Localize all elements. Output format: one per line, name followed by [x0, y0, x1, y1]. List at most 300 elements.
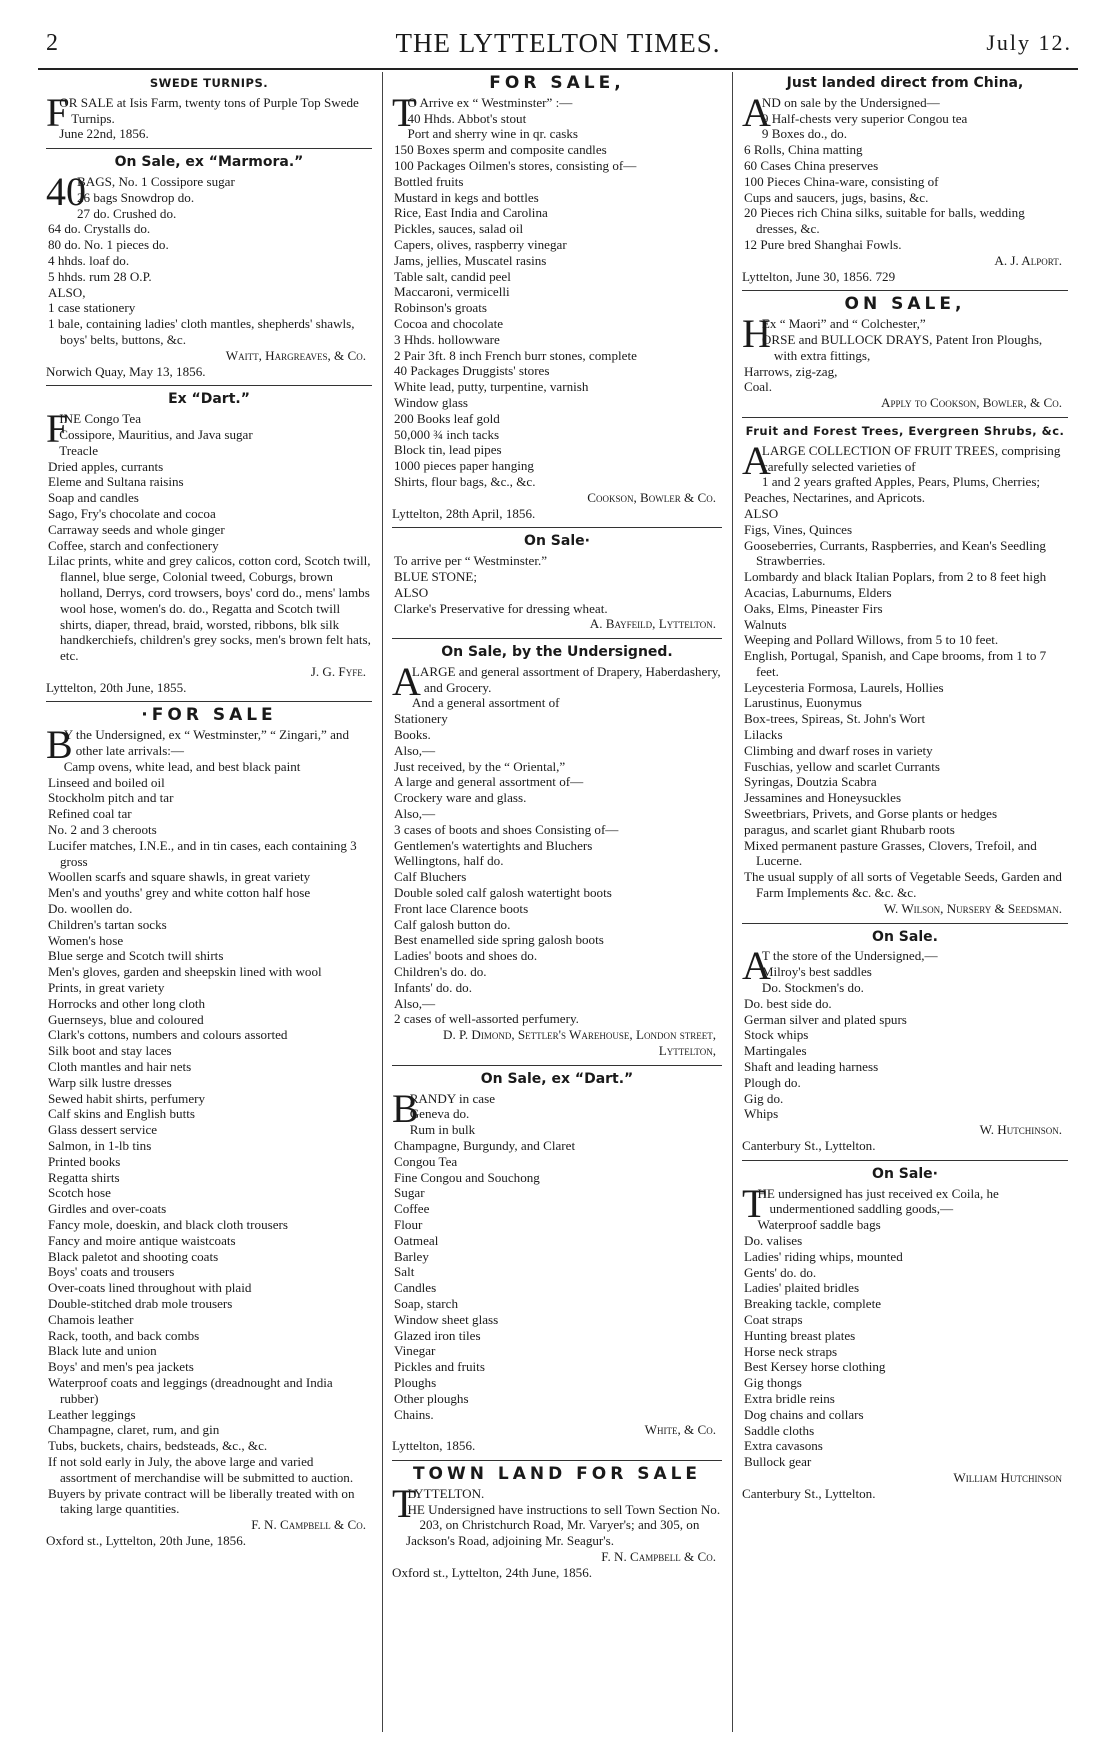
ad-title: On Sale, ex “Dart.” [480, 1070, 634, 1087]
ad-line: Coffee [394, 1201, 430, 1217]
ad-line: 12 Pure bred Shanghai Fowls. [744, 236, 902, 252]
ad-line: Vinegar [394, 1343, 436, 1359]
ad-line: 3 Hhds. hollowware [394, 331, 500, 347]
advertisement [392, 645, 722, 1059]
ad-line: Extra bridle reins [744, 1390, 835, 1406]
column-1 [46, 72, 372, 1732]
drop-cap: B [46, 722, 73, 768]
column-3 [742, 72, 1068, 1732]
ad-line: Waterproof coats and leggings (dreadnought and India rubber) [48, 1374, 333, 1406]
ad-line: ORSE and BULLOCK DRAYS, Patent Iron Ploughs, with extra fittings, [761, 331, 1043, 363]
ad-body [392, 553, 722, 616]
ad-footer: Lyttelton, June 30, 1856. 729 [742, 268, 896, 284]
advertisement [742, 294, 1068, 411]
ad-line: Lucifer matches, I.N.E., and in tin cases, each containing 3 gross [48, 837, 357, 869]
ad-line: Ex “ Maori” and “ Colchester,” [761, 316, 926, 332]
ad-line: 64 do. Crystalls do. [48, 221, 151, 237]
ad-line: Gents' do. do. [744, 1264, 817, 1280]
ad-body [742, 1180, 1068, 1470]
ad-line: 40 Packages Druggists' stores [394, 363, 550, 379]
ad-separator [392, 527, 722, 528]
ad-line: Treacle [59, 442, 99, 458]
ad-line: Horse neck straps [744, 1343, 838, 1359]
ad-footer: Oxford st., Lyttelton, 24th June, 1856. [392, 1564, 593, 1580]
issue-date: July 12. [986, 30, 1072, 55]
ad-body [742, 943, 1068, 1122]
ad-signature: White, & Co. [644, 1422, 716, 1438]
ad-line: 1 bale, containing ladies' cloth mantles, shepherds' shawls, boys' belts, buttons, &c. [48, 316, 355, 347]
ad-line: 9 Half-chests very superior Congou tea [761, 110, 968, 126]
ad-line: Fancy and moire antique waistcoats [48, 1232, 236, 1248]
ad-title: On Sale, ex “Marmora.” [114, 154, 304, 171]
advertisement [46, 155, 372, 379]
ad-separator [46, 701, 372, 702]
ad-line: 60 Cases China preserves [744, 157, 879, 173]
ad-line: Coat straps [744, 1311, 803, 1327]
ad-line: Men's gloves, garden and sheepskin lined with wool [48, 964, 322, 980]
ad-footer: Lyttelton, 20th June, 1855. [46, 679, 187, 695]
ad-line: Refined coal tar [48, 806, 132, 822]
ad-line: Women's hose [48, 932, 124, 948]
ad-line: Oatmeal [394, 1232, 439, 1248]
ad-line: Fancy mole, doeskin, and black cloth trousers [48, 1216, 288, 1232]
ad-line: Men's and youths' grey and white cotton half hose [48, 885, 311, 901]
ad-line: Larustinus, Euonymus [744, 695, 862, 711]
ad-title: On Sale· [524, 533, 590, 550]
ad-line: Window glass [394, 394, 469, 410]
ad-line: 1 case stationery [48, 300, 136, 316]
ad-line: Soap, starch [394, 1295, 458, 1311]
ad-line: Over-coats lined throughout with plaid [48, 1280, 252, 1296]
ad-line: Milroy's best saddles [761, 964, 872, 980]
ad-line: Other ploughs [394, 1390, 469, 1406]
ad-line: Weeping and Pollard Willows, from 5 to 10 feet. [744, 632, 999, 648]
ad-line: Port and sherry wine in qr. casks [407, 126, 578, 142]
column-2 [392, 72, 722, 1732]
ad-line: Coffee, starch and confectionery [48, 537, 219, 553]
ad-line: If not sold early in July, the above large and varied assortment of merchandise will be submitted to auction. [48, 1453, 354, 1485]
ad-line: paragus, and scarlet giant Rhubarb roots [744, 821, 955, 837]
ad-line: Leycesteria Formosa, Laurels, Hollies [744, 679, 944, 695]
ad-line: Glazed iron tiles [394, 1327, 481, 1343]
ad-line: Printed books [48, 1153, 121, 1169]
ad-signature: J. G. Fyfe. [310, 663, 366, 679]
ad-line: Chamois leather [48, 1311, 134, 1327]
ad-line: Best enamelled side spring galosh boots [394, 932, 604, 948]
ad-line: Buyers by private contract will be liberally treated with on taking large quantities. [48, 1485, 355, 1517]
ad-title: On Sale, by the Undersigned. [441, 644, 673, 661]
ad-line: Y the Undersigned, ex “ Westminster,” “ Zingari,” and other late arrivals:— [63, 727, 349, 759]
ad-separator [392, 1460, 722, 1461]
ad-line: Jams, jellies, Muscatel rasins [394, 252, 547, 268]
ad-line: Prints, in great variety [48, 980, 165, 996]
ad-line: Also,— [394, 742, 436, 758]
ad-separator [46, 148, 372, 149]
ad-line: Infants' do. do. [394, 979, 472, 995]
ad-line: 50,000 ¾ inch tacks [394, 426, 500, 442]
advertisement [46, 705, 372, 1548]
ad-line: Soap and candles [48, 490, 139, 506]
ad-line: INE Congo Tea [59, 411, 142, 427]
ad-line: Girdles and over-coats [48, 1201, 167, 1217]
ad-line: Barley [394, 1248, 429, 1264]
ad-line: Shaft and leading harness [744, 1059, 879, 1075]
ad-signature: W. Wilson, Nursery & Seedsman. [883, 900, 1062, 916]
advertisement [392, 1463, 722, 1581]
ad-line: Black lute and union [48, 1343, 157, 1359]
header-rule [38, 68, 1078, 70]
ad-title: Fruit and Forest Trees, Evergreen Shrubs, &c. [745, 423, 1065, 438]
ad-line: Fine Congou and Souchong [394, 1169, 540, 1185]
ad-line: Plough do. [744, 1074, 801, 1090]
ad-line: 100 Pieces China-ware, consisting of [744, 173, 939, 189]
ad-line: To arrive per “ Westminster.” [394, 553, 548, 569]
ad-signature: D. P. Dimond, Settler's Warehouse, London street, Lyttelton, [442, 1027, 716, 1059]
ad-line: Horrocks and other long cloth [48, 995, 206, 1011]
drop-cap: F [46, 406, 69, 452]
ad-line: Stock whips [744, 1027, 809, 1043]
ad-line: Clark's cottons, numbers and colours assorted [48, 1027, 288, 1043]
ad-line: Peaches, Nectarines, and Apricots. [744, 490, 926, 506]
ad-body [742, 89, 1068, 253]
ad-title: Ex “Dart.” [168, 391, 250, 408]
advertisement [742, 1167, 1068, 1502]
ad-line: Dried apples, currants [48, 458, 164, 474]
ad-title: Just landed direct from China, [786, 75, 1024, 91]
ad-separator [742, 290, 1068, 291]
ad-line: ALSO, [48, 284, 86, 300]
ad-body [742, 437, 1068, 901]
ad-line: 3 cases of boots and shoes Consisting of— [394, 821, 619, 837]
ad-signature: Apply to Cookson, Bowler, & Co. [881, 395, 1062, 411]
ad-line: Gentlemen's watertights and Bluchers [394, 837, 593, 853]
ad-line: LARGE COLLECTION OF FRUIT TREES, comprising [761, 442, 1061, 458]
ad-line: ALSO [394, 584, 429, 600]
ad-line: Box-trees, Spireas, St. John's Wort [744, 711, 926, 727]
ad-line: White lead, putty, turpentine, varnish [394, 379, 589, 395]
ad-line: Clarke's Preservative for dressing wheat. [394, 600, 608, 616]
advertisement [742, 930, 1068, 1154]
ad-line: Lilacks [744, 727, 783, 743]
ad-separator [742, 1160, 1068, 1161]
ad-line: Boys' and men's pea jackets [48, 1359, 194, 1375]
ad-signature: A. J. Alport. [994, 252, 1062, 268]
ad-line: Waterproof saddle bags [757, 1217, 881, 1233]
drop-cap: A [392, 658, 421, 704]
ad-signature: A. Bayfeild, Lyttelton. [589, 616, 716, 632]
ad-body [392, 1480, 722, 1549]
ad-line: carefully selected varieties of [761, 458, 916, 474]
ad-line: Ploughs [394, 1374, 437, 1390]
ad-line: Scotch hose [48, 1185, 111, 1201]
drop-cap: T [392, 89, 417, 135]
ad-line: Silk boot and stay laces [48, 1043, 172, 1059]
ad-body [392, 658, 722, 1027]
ad-line: Books. [394, 727, 431, 743]
ad-line: Do. Stockmen's do. [761, 980, 864, 996]
ad-line: Cossipore, Mauritius, and Java sugar [59, 426, 253, 442]
ad-line: Double soled calf galosh watertight boots [394, 885, 612, 901]
ad-line: Tubs, buckets, chairs, bedsteads, &c., &c. [48, 1438, 268, 1454]
ad-footer: Oxford st., Lyttelton, 20th June, 1856. [46, 1532, 247, 1548]
ad-footer: Lyttelton, 1856. [392, 1438, 476, 1454]
ad-title: On Sale. [872, 928, 938, 945]
ad-line: June 22nd, 1856. [59, 126, 149, 142]
ad-line: Candles [394, 1280, 437, 1296]
ad-line: No. 2 and 3 cheroots [48, 822, 157, 838]
ad-line: Do. woollen do. [48, 901, 133, 917]
ad-line: Mustard in kegs and bottles [394, 189, 539, 205]
ad-line: Jessamines and Honeysuckles [744, 790, 902, 806]
ad-line: 150 Boxes sperm and composite candles [394, 142, 607, 158]
ad-line: 6 Rolls, China matting [744, 142, 863, 158]
ad-line: Black paletot and shooting coats [48, 1248, 219, 1264]
ad-line: HE undersigned has just received ex Coila, he undermentioned saddling goods,— [757, 1185, 999, 1217]
ad-line: RANDY in case [409, 1090, 496, 1106]
ad-line: Hunting breast plates [744, 1327, 856, 1343]
ad-line: Calf Bluchers [394, 869, 467, 885]
ad-line: 2 cases of well-assorted perfumery. [394, 1011, 579, 1027]
ad-line: 100 Packages Oilmen's stores, consisting of— [394, 157, 637, 173]
advertisement [392, 73, 722, 521]
ad-line: Stationery [394, 711, 448, 727]
ad-line: Saddle cloths [744, 1422, 815, 1438]
ad-body [392, 1085, 722, 1423]
ad-line: Cloth mantles and hair nets [48, 1059, 192, 1075]
ad-line: Just received, by the “ Oriental,” [394, 758, 566, 774]
ad-body [742, 311, 1068, 395]
ad-line: Ladies' plaited bridles [744, 1280, 860, 1296]
ad-line: Lombardy and black Italian Poplars, from 2 to 8 feet high [744, 569, 1047, 585]
ad-line: Salmon, in 1-lb tins [48, 1138, 152, 1153]
ad-line: Climbing and dwarf roses in variety [744, 742, 933, 758]
ad-separator [392, 638, 722, 639]
ad-line: Oaks, Elms, Pineaster Firs [744, 600, 883, 616]
ad-line: Figs, Vines, Quinces [744, 521, 853, 537]
advertisement [742, 424, 1068, 917]
ad-line: OR SALE at Isis Farm, twenty tons of Purple Top Swede Turnips. [59, 94, 359, 126]
ad-line: Cups and saucers, jugs, basins, &c. [744, 189, 929, 205]
ad-line: Geneva do. [409, 1106, 470, 1122]
column-divider [382, 72, 383, 1732]
ad-line: Rum in bulk [409, 1122, 476, 1138]
ad-body [392, 89, 722, 490]
ad-line: Wellingtons, half do. [394, 853, 504, 869]
ad-line: Pickles, sauces, salad oil [394, 221, 524, 237]
ad-line: Glass dessert service [48, 1122, 158, 1138]
ad-line: Calf skins and English butts [48, 1106, 195, 1122]
ad-separator [742, 923, 1068, 924]
ad-line: 80 do. No. 1 pieces do. [48, 237, 169, 253]
ad-line: Breaking tackle, complete [744, 1296, 882, 1312]
ad-line: 5 hhds. rum 28 O.P. [48, 268, 152, 284]
ad-body [46, 722, 372, 1517]
ad-line: Pickles and fruits [394, 1359, 485, 1375]
ad-title: On Sale· [872, 1165, 938, 1182]
ad-title: FOR SALE, [489, 73, 625, 93]
ad-line: Double-stitched drab mole trousers [48, 1295, 233, 1311]
ad-line: English, Portugal, Spanish, and Cape brooms, from 1 to 7 feet. [744, 648, 1047, 679]
ad-title: TOWN LAND FOR SALE [412, 1463, 702, 1484]
ad-line: Sewed habit shirts, perfumery [48, 1090, 206, 1106]
ad-line: Sweetbriars, Privets, and Gorse plants or hedges [744, 806, 998, 822]
ad-line: The usual supply of all sorts of Vegetable Seeds, Garden and Farm Implements &c. &c. &c. [744, 869, 1062, 901]
ad-line: Walnuts [744, 616, 787, 632]
ad-line: Do. best side do. [744, 995, 832, 1011]
ad-line: BLUE STONE; [394, 568, 478, 584]
drop-cap: A [742, 437, 771, 483]
ad-line: Lilac prints, white and grey calicos, cotton cord, Scotch twill, flannel, blue serge, Colonial tweed, Coburgs, brown holland, Derrys, cord trowsers, boys' cord do., mens' lambs wool hose, women's do. do., Regatta and Scotch twill shirts, diaper, thread, braid, worsted, ribbons, blk silk handkerchiefs, children's grey socks, men's brown felt hats, etc. [48, 553, 371, 664]
ad-line: Window sheet glass [394, 1311, 499, 1327]
advertisement [742, 76, 1068, 284]
ad-line: Martingales [744, 1043, 807, 1059]
ad-line: LARGE and general assortment of Drapery, Haberdashery, and Grocery. [411, 663, 721, 695]
ad-line: Ladies' riding whips, mounted [744, 1248, 903, 1264]
ad-line: Woollen scarfs and square shawls, in great variety [48, 869, 311, 885]
ad-line: Blue serge and Scotch twill shirts [48, 948, 224, 964]
ad-line: Fuschias, yellow and scarlet Currants [744, 758, 940, 774]
ad-line: Children's tartan socks [48, 916, 167, 932]
ad-line: Flour [394, 1216, 423, 1232]
ad-line: 9 Boxes do., do. [761, 126, 847, 142]
ad-line: Congou Tea [394, 1153, 458, 1169]
ad-body [46, 89, 372, 142]
ad-line: Also,— [394, 995, 436, 1011]
ad-line: German silver and plated spurs [744, 1011, 907, 1027]
ad-line: Capers, olives, raspberry vinegar [394, 236, 567, 252]
ad-line: LYTTELTON. [407, 1485, 485, 1501]
ad-line: Gig thongs [744, 1375, 802, 1391]
ad-line: Extra cavasons [744, 1438, 823, 1454]
ad-line: Block tin, lead pipes [394, 442, 502, 458]
ad-line: Sago, Fry's chocolate and cocoa [48, 505, 216, 521]
ad-title: SWEDE TURNIPS. [149, 76, 269, 90]
ad-line: Coal. [744, 379, 773, 395]
ad-footer: Lyttelton, 28th April, 1856. [392, 505, 536, 521]
ad-line: Ladies' boots and shoes do. [394, 948, 538, 964]
ad-line: Whips [744, 1106, 779, 1122]
ad-line: Champagne, Burgundy, and Claret [394, 1138, 576, 1153]
ad-line: Best Kersey horse clothing [744, 1359, 886, 1375]
ad-line: Bullock gear [744, 1454, 812, 1470]
ad-line: 26 bags Snowdrop do. [77, 189, 195, 205]
ad-line: Salt [394, 1264, 415, 1280]
ad-line: A large and general assortment of— [394, 774, 584, 790]
ad-separator [46, 385, 372, 386]
ad-line: 2 Pair 3ft. 8 inch French burr stones, complete [394, 347, 637, 363]
page-number: 2 [46, 30, 58, 56]
ad-signature: F. N. Campbell & Co. [601, 1548, 716, 1564]
ad-footer: Canterbury St., Lyttelton. [742, 1485, 876, 1501]
ad-line: Also,— [394, 806, 436, 822]
advertisement [46, 392, 372, 695]
ad-line: Leather leggings [48, 1406, 136, 1422]
ad-line: 40 Hhds. Abbot's stout [407, 110, 527, 126]
ad-signature: W. Hutchinson. [979, 1122, 1062, 1138]
ad-signature: Waitt, Hargreaves, & Co. [225, 347, 366, 363]
ad-line: Acacias, Laburnums, Elders [744, 584, 892, 600]
drop-cap: H [742, 311, 771, 357]
ad-line: Calf galosh button do. [394, 916, 511, 932]
ad-line: Guernseys, blue and coloured [48, 1011, 204, 1027]
ad-line: Children's do. do. [394, 964, 487, 980]
ad-body [46, 168, 372, 348]
ad-signature: F. N. Campbell & Co. [251, 1517, 366, 1533]
masthead [38, 26, 1078, 62]
ad-line: 1 and 2 years grafted Apples, Pears, Plums, Cherries; [761, 474, 1041, 490]
drop-cap: A [742, 89, 771, 135]
newspaper-title: THE LYTTELTON TIMES. [395, 28, 721, 58]
ad-line: BAGS, No. 1 Cossipore sugar [77, 173, 235, 189]
ad-line: Table salt, candid peel [394, 268, 511, 284]
ad-line: Front lace Clarence boots [394, 900, 529, 916]
ad-line: Boys' coats and trousers [48, 1264, 175, 1280]
ad-line: 200 Books leaf gold [394, 410, 500, 426]
ad-signature: Cookson, Bowler & Co. [587, 489, 716, 505]
drop-cap: F [46, 89, 69, 135]
ad-title: ·FOR SALE [141, 705, 277, 726]
ad-line: Chains. [394, 1406, 434, 1422]
ad-line: T the store of the Undersigned,— [761, 948, 938, 964]
ad-line: Sugar [394, 1185, 425, 1201]
drop-cap: B [392, 1085, 419, 1131]
ad-line: Crockery ware and glass. [394, 790, 527, 806]
ad-line: Shirts, flour bags, &c., &c. [394, 473, 536, 489]
drop-cap: 40 [46, 168, 86, 214]
advertisement [392, 1072, 722, 1454]
ad-line: ALSO [744, 505, 779, 521]
advertisement [46, 76, 372, 142]
ad-line: Champagne, claret, rum, and gin [48, 1422, 220, 1438]
ad-line: Eleme and Sultana raisins [48, 474, 184, 490]
ad-line: 4 hhds. loaf do. [48, 252, 130, 268]
ad-line: Dog chains and collars [744, 1406, 864, 1422]
column-divider [732, 72, 733, 1732]
ad-line: Carraway seeds and whole ginger [48, 521, 225, 537]
ad-line: 27 do. Crushed do. [77, 205, 177, 221]
ad-line: 1000 pieces paper hanging [394, 458, 534, 474]
ad-line: Warp silk lustre dresses [48, 1074, 172, 1090]
ad-line: Mixed permanent pasture Grasses, Clovers, Trefoil, and Lucerne. [744, 837, 1037, 869]
ad-line: Stockholm pitch and tar [48, 790, 174, 806]
drop-cap: A [742, 943, 771, 989]
ad-footer: Canterbury St., Lyttelton. [742, 1138, 876, 1153]
ad-line: Harrows, zig-zag, [744, 363, 838, 379]
ad-footer: Norwich Quay, May 13, 1856. [46, 363, 206, 379]
ad-title: ON SALE, [844, 294, 966, 315]
ad-line: Bottled fruits [394, 173, 464, 189]
drop-cap: T [392, 1480, 417, 1526]
ad-line: Robinson's groats [394, 300, 487, 316]
ad-line: Maccaroni, vermicelli [394, 284, 510, 300]
ad-line: Gooseberries, Currants, Raspberries, and Kean's Seedling Strawberries. [744, 537, 1046, 569]
ad-line: Rack, tooth, and back combs [48, 1327, 200, 1343]
ad-line: HE Undersigned have instructions to sell Town Section No. 203, on Christchurch Road, Mr. Varyer's; and 305, on Jackson's Road, adjoining Mr. Seagur's. [406, 1501, 721, 1549]
ad-separator [392, 1065, 722, 1066]
ad-body [46, 406, 372, 664]
ad-line: 20 Pieces rich China silks, suitable for balls, wedding dresses, &c. [744, 205, 1025, 237]
ad-line: And a general assortment of [411, 695, 560, 711]
ad-line: Linseed and boiled oil [48, 774, 165, 790]
ad-line: Camp ovens, white lead, and best black paint [63, 758, 301, 774]
ad-line: Do. valises [744, 1232, 803, 1248]
ad-line: Cocoa and chocolate [394, 315, 504, 331]
ad-line: O Arrive ex “ Westminster” :— [407, 94, 573, 110]
ad-separator [742, 417, 1068, 418]
ad-line: ND on sale by the Undersigned— [761, 94, 940, 110]
drop-cap: T [742, 1180, 767, 1226]
ad-line: Gig do. [744, 1090, 784, 1106]
